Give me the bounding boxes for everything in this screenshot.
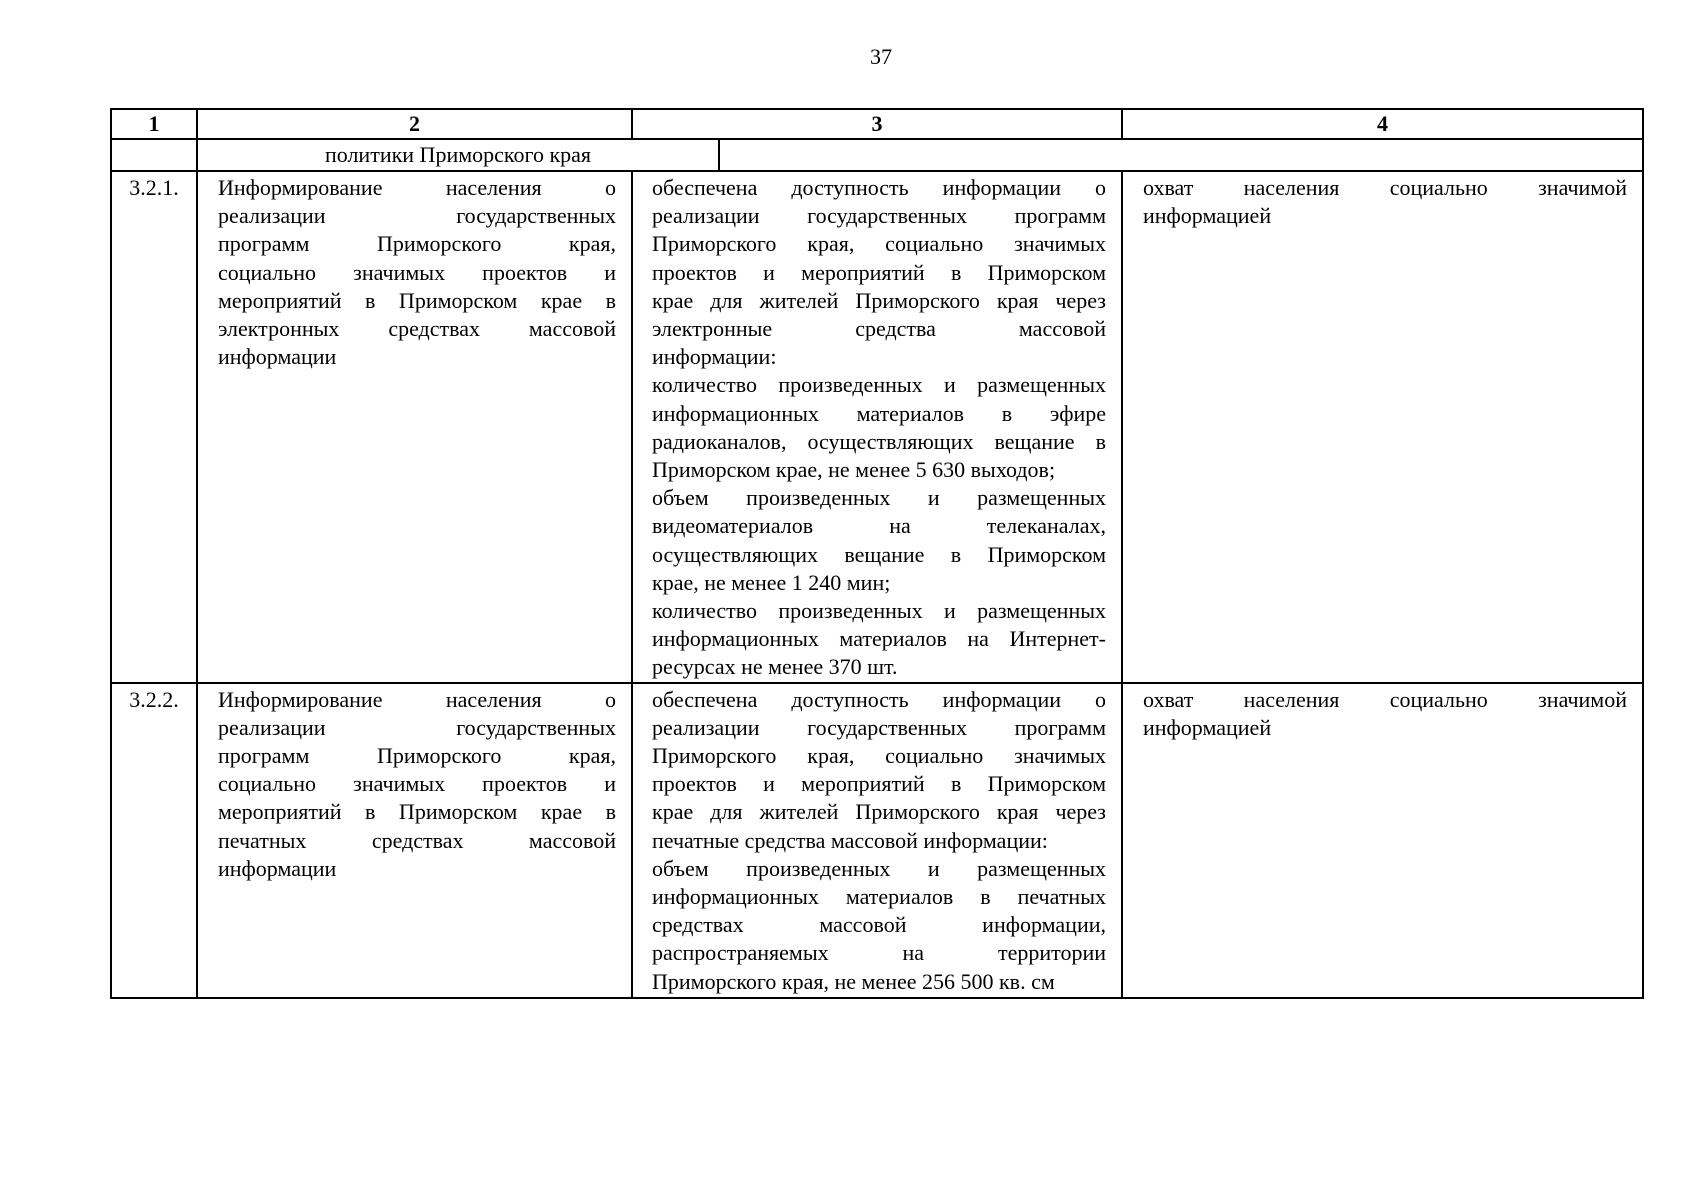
cell-text-line: Приморского края, не менее 256 500 кв. см (652, 968, 1055, 994)
cell-text-line: печатные средства массовой информации: (652, 827, 1048, 853)
cell-text-line: распространяемых на территории (652, 940, 1106, 966)
cell-text-line: крае для жителей Приморского края через (652, 287, 1106, 313)
cell-text-line: информации: (652, 344, 777, 370)
header-row (111, 109, 1643, 139)
table-row (111, 171, 1643, 683)
cell-text-line: количество произведенных и размещенных (652, 372, 1106, 398)
activities-table (110, 108, 1644, 999)
cell-text-line: информации (218, 855, 337, 881)
activity-name-cell (197, 171, 632, 683)
cell-text-line: Приморского края, социально значимых (652, 231, 1106, 257)
cell-text-line: реализации государственных программ (652, 203, 1106, 229)
cell-text-line: Информирование населения о (218, 175, 616, 200)
cell-text-line: информационных материалов на Интернет- (652, 626, 1106, 652)
indicator-cell (1122, 171, 1643, 683)
cell-text-line: мероприятий в Приморском крае в (218, 287, 616, 313)
cell-text-line: проектов и мероприятий в Приморском (652, 771, 1106, 797)
result-description-cell (632, 683, 1122, 998)
cell-text-line: информационных материалов в печатных (652, 884, 1106, 910)
cell-text-line: реализации государственных программ (652, 714, 1106, 740)
header-col-2: 2 (197, 109, 632, 139)
cell-text-line: электронные средства массовой (652, 316, 1106, 342)
header-col-1: 1 (111, 109, 197, 139)
cell-text-line: крае для жителей Приморского края через (652, 799, 1106, 825)
row-number: 3.2.2. (111, 683, 197, 998)
cell-text-line: осуществляющих вещание в Приморском (652, 541, 1106, 567)
cell-text-line: обеспечена доступность информации о (652, 686, 1106, 712)
cell-text-line: видеоматериалов на телеканалах, (652, 513, 1106, 539)
cell-text-line: радиоканалов, осуществляющих вещание в (652, 428, 1106, 454)
cell-text-line: проектов и мероприятий в Приморском (652, 259, 1106, 285)
cell-text-line: реализации государственных (218, 714, 616, 740)
cell-text-line: средствах массовой информации, (652, 912, 1106, 938)
cell-text-line: ресурсах не менее 370 шт. (652, 654, 898, 680)
cell-text-line: обеспечена доступность информации о (652, 175, 1106, 200)
cell-text-line: электронных средствах массовой (218, 316, 616, 342)
indicator-cell (1122, 683, 1643, 998)
row-number: 3.2.1. (111, 171, 197, 683)
page-number: 37 (870, 44, 892, 69)
cell-text-line: крае, не менее 1 240 мин; (652, 569, 891, 595)
cell-text-line: информацией (1143, 714, 1272, 740)
cell-text-line: мероприятий в Приморском крае в (218, 799, 616, 825)
activity-name-cell (197, 683, 632, 998)
cell-text-line: информации (218, 344, 337, 370)
cell-text-line: социально значимых проектов и (218, 771, 616, 797)
subheader-text: политики Приморского края (324, 141, 592, 167)
cell-text-line: Приморском крае, не менее 5 630 выходов; (652, 457, 1056, 483)
cell-text-line: информационных материалов в эфире (652, 400, 1106, 426)
cell-text-line: охват населения социально значимой (1143, 686, 1627, 712)
subheader-empty-cell (111, 139, 197, 171)
cell-text-line: Информирование населения о (218, 686, 616, 712)
cell-text-line: печатных средствах массовой (218, 827, 616, 853)
cell-text-line: программ Приморского края, (218, 743, 616, 769)
cell-text-line: информацией (1143, 203, 1272, 229)
subheader-cell (197, 139, 1643, 171)
cell-text-line: объем произведенных и размещенных (652, 855, 1106, 881)
cell-text-line: социально значимых проектов и (218, 259, 616, 285)
cell-text-line: программ Приморского края, (218, 231, 616, 257)
cell-text-line: количество произведенных и размещенных (652, 598, 1106, 624)
subheader-divider (718, 140, 1642, 170)
cell-text-line: охват населения социально значимой (1143, 175, 1627, 200)
header-col-4: 4 (1122, 109, 1643, 139)
result-description-cell (632, 171, 1122, 683)
cell-text-line: Приморского края, социально значимых (652, 743, 1106, 769)
cell-text-line: реализации государственных (218, 203, 616, 229)
table-row (111, 683, 1643, 998)
header-col-3: 3 (632, 109, 1122, 139)
cell-text-line: объем произведенных и размещенных (652, 485, 1106, 511)
subheader-row (111, 139, 1643, 171)
